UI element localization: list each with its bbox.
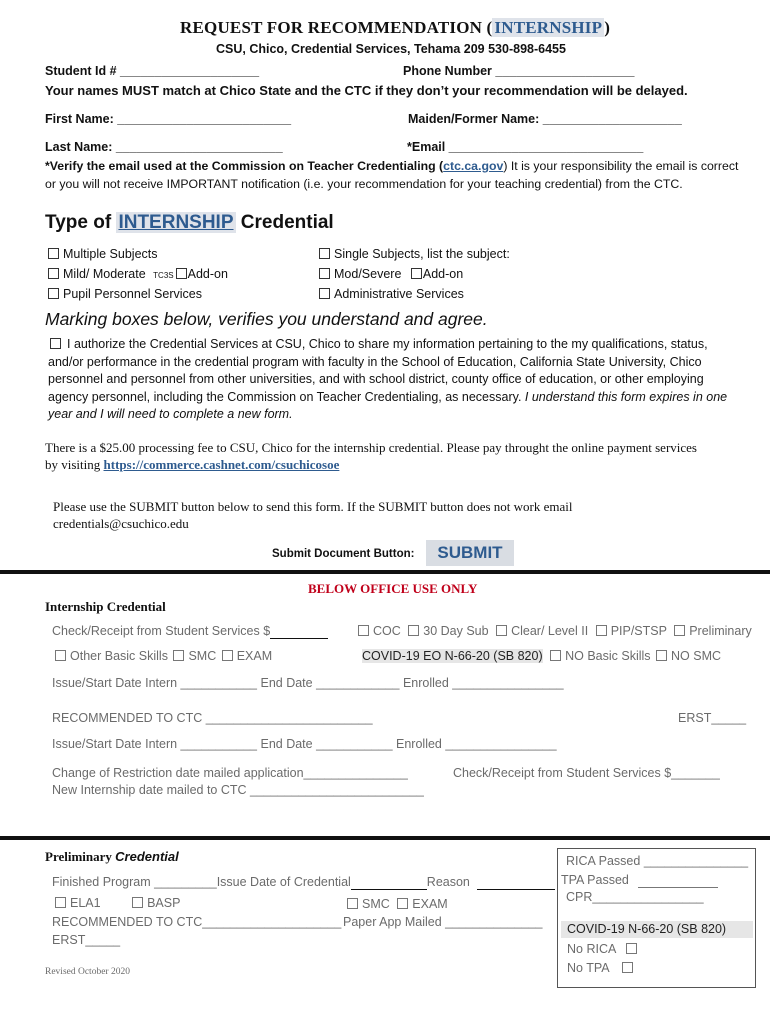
pip-label: PIP/STSP — [610, 624, 667, 638]
agreement-body: I authorize the Credential Services at CSU, Chico to share my information pertaining to the my qualifications, status, and/or performance in the credential program with faculty in the School of Education, California State University, Chico personnel and personnel from other universities, and with school district, county office of education, or other employing agency personnel, including the Commission on Teacher Credentialing, as necessary. — [48, 337, 708, 404]
option-label: Mod/Severe — [334, 267, 402, 281]
tc3s-label: TC3S — [153, 271, 174, 280]
page-subtitle: CSU, Chico, Credential Services, Tehama 209 530-898-6455 — [216, 42, 566, 56]
smc-checkbox[interactable] — [173, 650, 184, 661]
phone-field[interactable]: Phone Number ____________________ — [403, 64, 635, 78]
no-smc-label: NO SMC — [671, 649, 722, 663]
tpa-passed[interactable] — [561, 873, 718, 888]
heading-pre: Type of — [45, 212, 117, 233]
no-smc-checkbox[interactable] — [656, 650, 667, 661]
names-warning: Your names MUST match at Chico State and the CTC if they don’t your recommendation will be delayed. — [45, 83, 688, 98]
no-tpa-checkbox[interactable] — [622, 962, 633, 973]
issue-start-row[interactable]: Issue/Start Date Intern ___________ End Date ____________ Enrolled ________________ — [52, 676, 564, 690]
exam-label: EXAM — [412, 897, 448, 911]
verify-text-post: ) It is your responsibility the email is correct — [503, 159, 739, 173]
option-label: Multiple Subjects — [63, 247, 158, 261]
finished-label: Finished Program _________Issue Date of Credential — [52, 875, 351, 889]
heading-post: Credential — [235, 212, 334, 233]
office-checkbox-row-2 — [55, 649, 272, 663]
no-rica-label: No RICA — [567, 942, 617, 956]
option-pupil-personnel[interactable] — [48, 287, 202, 301]
fee-line-2 — [45, 457, 339, 473]
no-basic-label: NO Basic Skills — [565, 649, 651, 663]
option-label: Mild/ Moderate — [63, 267, 146, 281]
cashnet-link[interactable]: https://commerce.cashnet.com/csuchicosoe — [103, 457, 340, 472]
covid-label: COVID-19 N-66-20 (SB 820) — [561, 921, 753, 938]
recommended-ctc-prelim[interactable]: RECOMMENDED TO CTC____________________ — [52, 915, 342, 929]
ela1-label: ELA1 — [70, 896, 101, 910]
smc-label: SMC — [362, 897, 390, 911]
submit-label: Submit Document Button: — [272, 548, 415, 560]
fee-line-1: There is a $25.00 processing fee to CSU, Chico for the internship credential. Please pay throught the online payment services — [45, 440, 697, 455]
checkbox[interactable] — [319, 248, 330, 259]
checkbox[interactable] — [319, 268, 330, 279]
agreement-heading: Marking boxes below, verifies you understand and agree. — [45, 309, 488, 329]
option-mod-severe[interactable] — [319, 267, 463, 281]
option-multiple-subjects[interactable] — [48, 247, 158, 261]
heading-highlight: INTERNSHIP — [118, 212, 234, 233]
agreement-text — [48, 336, 738, 424]
day30-label: 30 Day Sub — [423, 624, 489, 638]
student-id-field[interactable]: Student Id # ____________________ — [45, 64, 260, 78]
change-restriction[interactable]: Change of Restriction date mailed application_______________ — [52, 766, 408, 780]
office-checkbox-row-1 — [358, 624, 752, 638]
cpr-field[interactable]: CPR________________ — [566, 890, 704, 904]
ela-basp-row — [55, 896, 180, 910]
office-use-heading: BELOW OFFICE USE ONLY — [308, 581, 478, 596]
paper-app-mailed[interactable]: Paper App Mailed ______________ — [343, 915, 543, 929]
submit-instructions-1: Please use the SUBMIT button below to send this form. If the SUBMIT button does not work email — [53, 499, 573, 514]
other-basic-label: Other Basic Skills — [70, 649, 168, 663]
submit-instructions-2: credentials@csuchico.edu — [53, 516, 189, 531]
addon-checkbox[interactable] — [411, 268, 422, 279]
recommended-ctc[interactable]: RECOMMENDED TO CTC ________________________ — [52, 711, 373, 725]
basp-checkbox[interactable] — [132, 897, 143, 908]
ela1-checkbox[interactable] — [55, 897, 66, 908]
erst-prelim[interactable]: ERST_____ — [52, 933, 121, 947]
tpa-label: TPA Passed — [561, 873, 629, 887]
issue-start-row-2[interactable]: Issue/Start Date Intern ___________ End Date ___________ Enrolled ________________ — [52, 737, 557, 751]
page-title — [180, 18, 610, 38]
type-section-heading — [45, 212, 334, 234]
rica-passed[interactable]: RICA Passed _______________ — [566, 854, 749, 868]
first-name-field[interactable]: First Name: _________________________ — [45, 112, 292, 126]
internship-credential-heading: Internship Credential — [45, 599, 166, 614]
erst-field[interactable]: ERST_____ — [678, 711, 747, 725]
preliminary-label: Preliminary — [689, 624, 752, 638]
tpa-blank[interactable] — [638, 873, 718, 888]
addon-label: Add-on — [187, 267, 228, 281]
option-label: Administrative Services — [334, 287, 464, 301]
fee-pre: by visiting — [45, 457, 104, 472]
preliminary-heading — [45, 849, 179, 865]
exam-checkbox[interactable] — [397, 898, 408, 909]
revised-date: Revised October 2020 — [45, 967, 130, 977]
verify-email-note-2: or you will not receive IMPORTANT notification (i.e. your recommendation for your teaching credential) from the CTC. — [45, 177, 683, 191]
ctc-link[interactable]: ctc.ca.gov — [443, 159, 504, 173]
check-receipt-blank[interactable] — [270, 624, 328, 639]
pip-checkbox[interactable] — [596, 625, 607, 636]
addon-checkbox[interactable] — [176, 268, 187, 279]
checkbox[interactable] — [48, 268, 59, 279]
addon-label: Add-on — [422, 267, 464, 281]
clear-label: Clear/ Level II — [511, 624, 589, 638]
verify-email-note — [45, 159, 738, 173]
title-highlight: INTERNSHIP — [494, 18, 603, 37]
new-internship-date[interactable]: New Internship date mailed to CTC _________________________ — [52, 783, 424, 797]
reason-blank[interactable] — [477, 875, 555, 890]
title-suffix: ) — [604, 18, 611, 37]
exam-checkbox[interactable] — [222, 650, 233, 661]
check-receipt-label: Check/Receipt from Student Services $ — [52, 624, 271, 638]
coc-label: COC — [373, 624, 401, 638]
option-single-subjects[interactable] — [319, 247, 510, 261]
smc-exam-row — [347, 897, 448, 911]
no-rica-checkbox[interactable] — [626, 943, 637, 954]
check-receipt-2[interactable]: Check/Receipt from Student Services $_______ — [453, 766, 720, 780]
checkbox[interactable] — [48, 288, 59, 299]
smc-label: SMC — [188, 649, 217, 663]
maiden-name-field[interactable]: Maiden/Former Name: ____________________ — [408, 112, 682, 126]
other-basic-checkbox[interactable] — [55, 650, 66, 661]
no-tpa-label: No TPA — [567, 961, 610, 975]
smc-checkbox[interactable] — [347, 898, 358, 909]
last-name-field[interactable]: Last Name: ________________________ — [45, 140, 283, 154]
divider — [0, 570, 770, 574]
no-tpa — [567, 961, 637, 975]
covid-row — [362, 649, 721, 663]
preliminary-heading-italic: Credential — [115, 849, 179, 864]
preliminary-checkbox[interactable] — [674, 625, 685, 636]
verify-text: *Verify the email used at the Commission on Teacher Credentialing ( — [45, 159, 444, 173]
checkbox[interactable] — [48, 248, 59, 259]
email-field[interactable]: *Email ____________________________ — [407, 140, 644, 154]
divider — [0, 836, 770, 840]
reason-label: Reason — [426, 875, 470, 889]
agreement-italic: I understand this form expires in one year and I will need to complete a new form. — [48, 389, 728, 421]
agreement-checkbox[interactable] — [50, 338, 61, 349]
finished-program-row[interactable] — [52, 875, 555, 890]
no-rica — [567, 942, 641, 956]
exam-label: EXAM — [236, 649, 273, 663]
check-receipt[interactable] — [52, 624, 328, 639]
option-mild-moderate[interactable] — [48, 267, 228, 281]
option-administrative-services[interactable] — [319, 287, 464, 301]
basp-label: BASP — [147, 896, 181, 910]
coc-checkbox[interactable] — [358, 625, 369, 636]
no-basic-checkbox[interactable] — [550, 650, 561, 661]
checkbox[interactable] — [319, 288, 330, 299]
submit-button[interactable]: SUBMIT — [426, 540, 514, 566]
covid-eo-label: COVID-19 EO N-66-20 (SB 820) — [362, 649, 543, 663]
day30-checkbox[interactable] — [408, 625, 419, 636]
preliminary-heading-pre: Preliminary — [45, 849, 116, 864]
option-label: Single Subjects, list the subject: — [334, 247, 510, 261]
issue-date-blank[interactable] — [351, 875, 427, 890]
clear-checkbox[interactable] — [496, 625, 507, 636]
option-label: Pupil Personnel Services — [63, 287, 202, 301]
title-prefix: REQUEST FOR RECOMMENDATION ( — [180, 18, 493, 37]
